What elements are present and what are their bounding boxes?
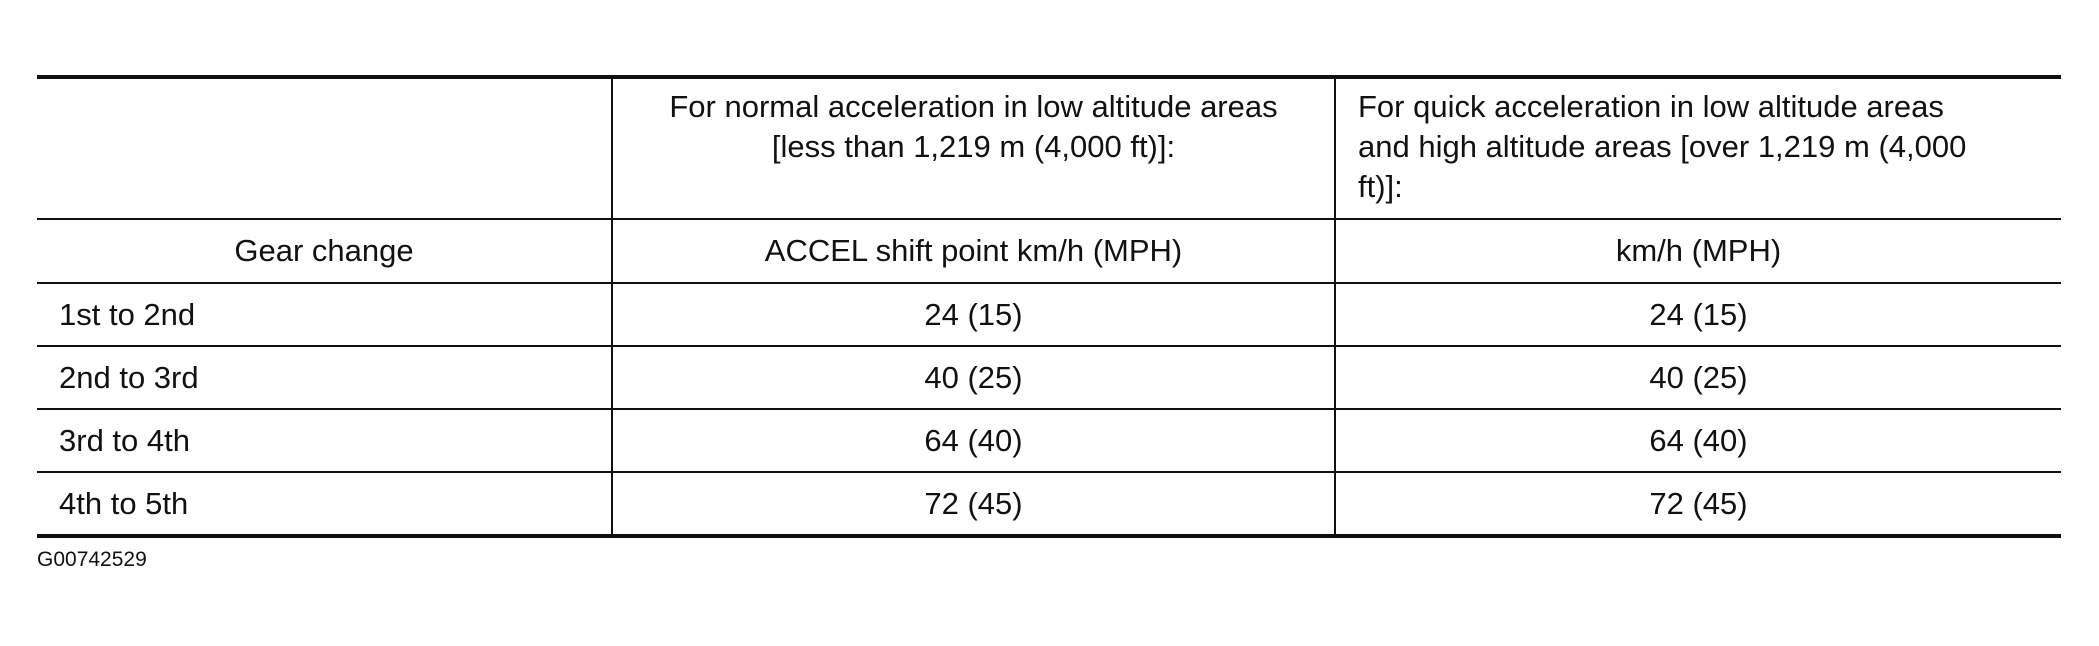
table-header-row (37, 77, 2061, 219)
units-cell-gear-change: Gear change (37, 219, 612, 283)
table-row (37, 409, 2061, 472)
gear-cell: 3rd to 4th (37, 409, 612, 472)
units-cell-accel-shift-point: ACCEL shift point km/h (MPH) (612, 219, 1335, 283)
gear-cell: 1st to 2nd (37, 283, 612, 346)
header-quick-line2: and high altitude areas [over 1,219 m (4,000 (1358, 129, 1967, 164)
header-cell-normal-acceleration (612, 77, 1335, 219)
header-quick-line1: For quick acceleration in low altitude areas (1358, 89, 1944, 124)
shift-point-table (37, 75, 2061, 538)
table-units-row (37, 219, 2061, 283)
header-quick-line3: ft)]: (1358, 169, 1403, 204)
header-normal-line1: For normal acceleration in low altitude areas (669, 89, 1278, 124)
quick-value-cell: 72 (45) (1335, 472, 2061, 536)
quick-value-cell: 40 (25) (1335, 346, 2061, 409)
quick-value-cell: 24 (15) (1335, 283, 2061, 346)
figure-id-label: G00742529 (37, 548, 147, 571)
gear-cell: 2nd to 3rd (37, 346, 612, 409)
table-row (37, 283, 2061, 346)
header-cell-quick-acceleration (1335, 77, 2061, 219)
gear-cell: 4th to 5th (37, 472, 612, 536)
normal-value-cell: 64 (40) (612, 409, 1335, 472)
quick-value-cell: 64 (40) (1335, 409, 2061, 472)
normal-value-cell: 24 (15) (612, 283, 1335, 346)
table-row (37, 346, 2061, 409)
header-cell-empty (37, 77, 612, 219)
units-cell-kmh-mph: km/h (MPH) (1335, 219, 2061, 283)
normal-value-cell: 72 (45) (612, 472, 1335, 536)
table-row (37, 472, 2061, 536)
normal-value-cell: 40 (25) (612, 346, 1335, 409)
header-normal-line2: [less than 1,219 m (4,000 ft)]: (771, 129, 1176, 164)
